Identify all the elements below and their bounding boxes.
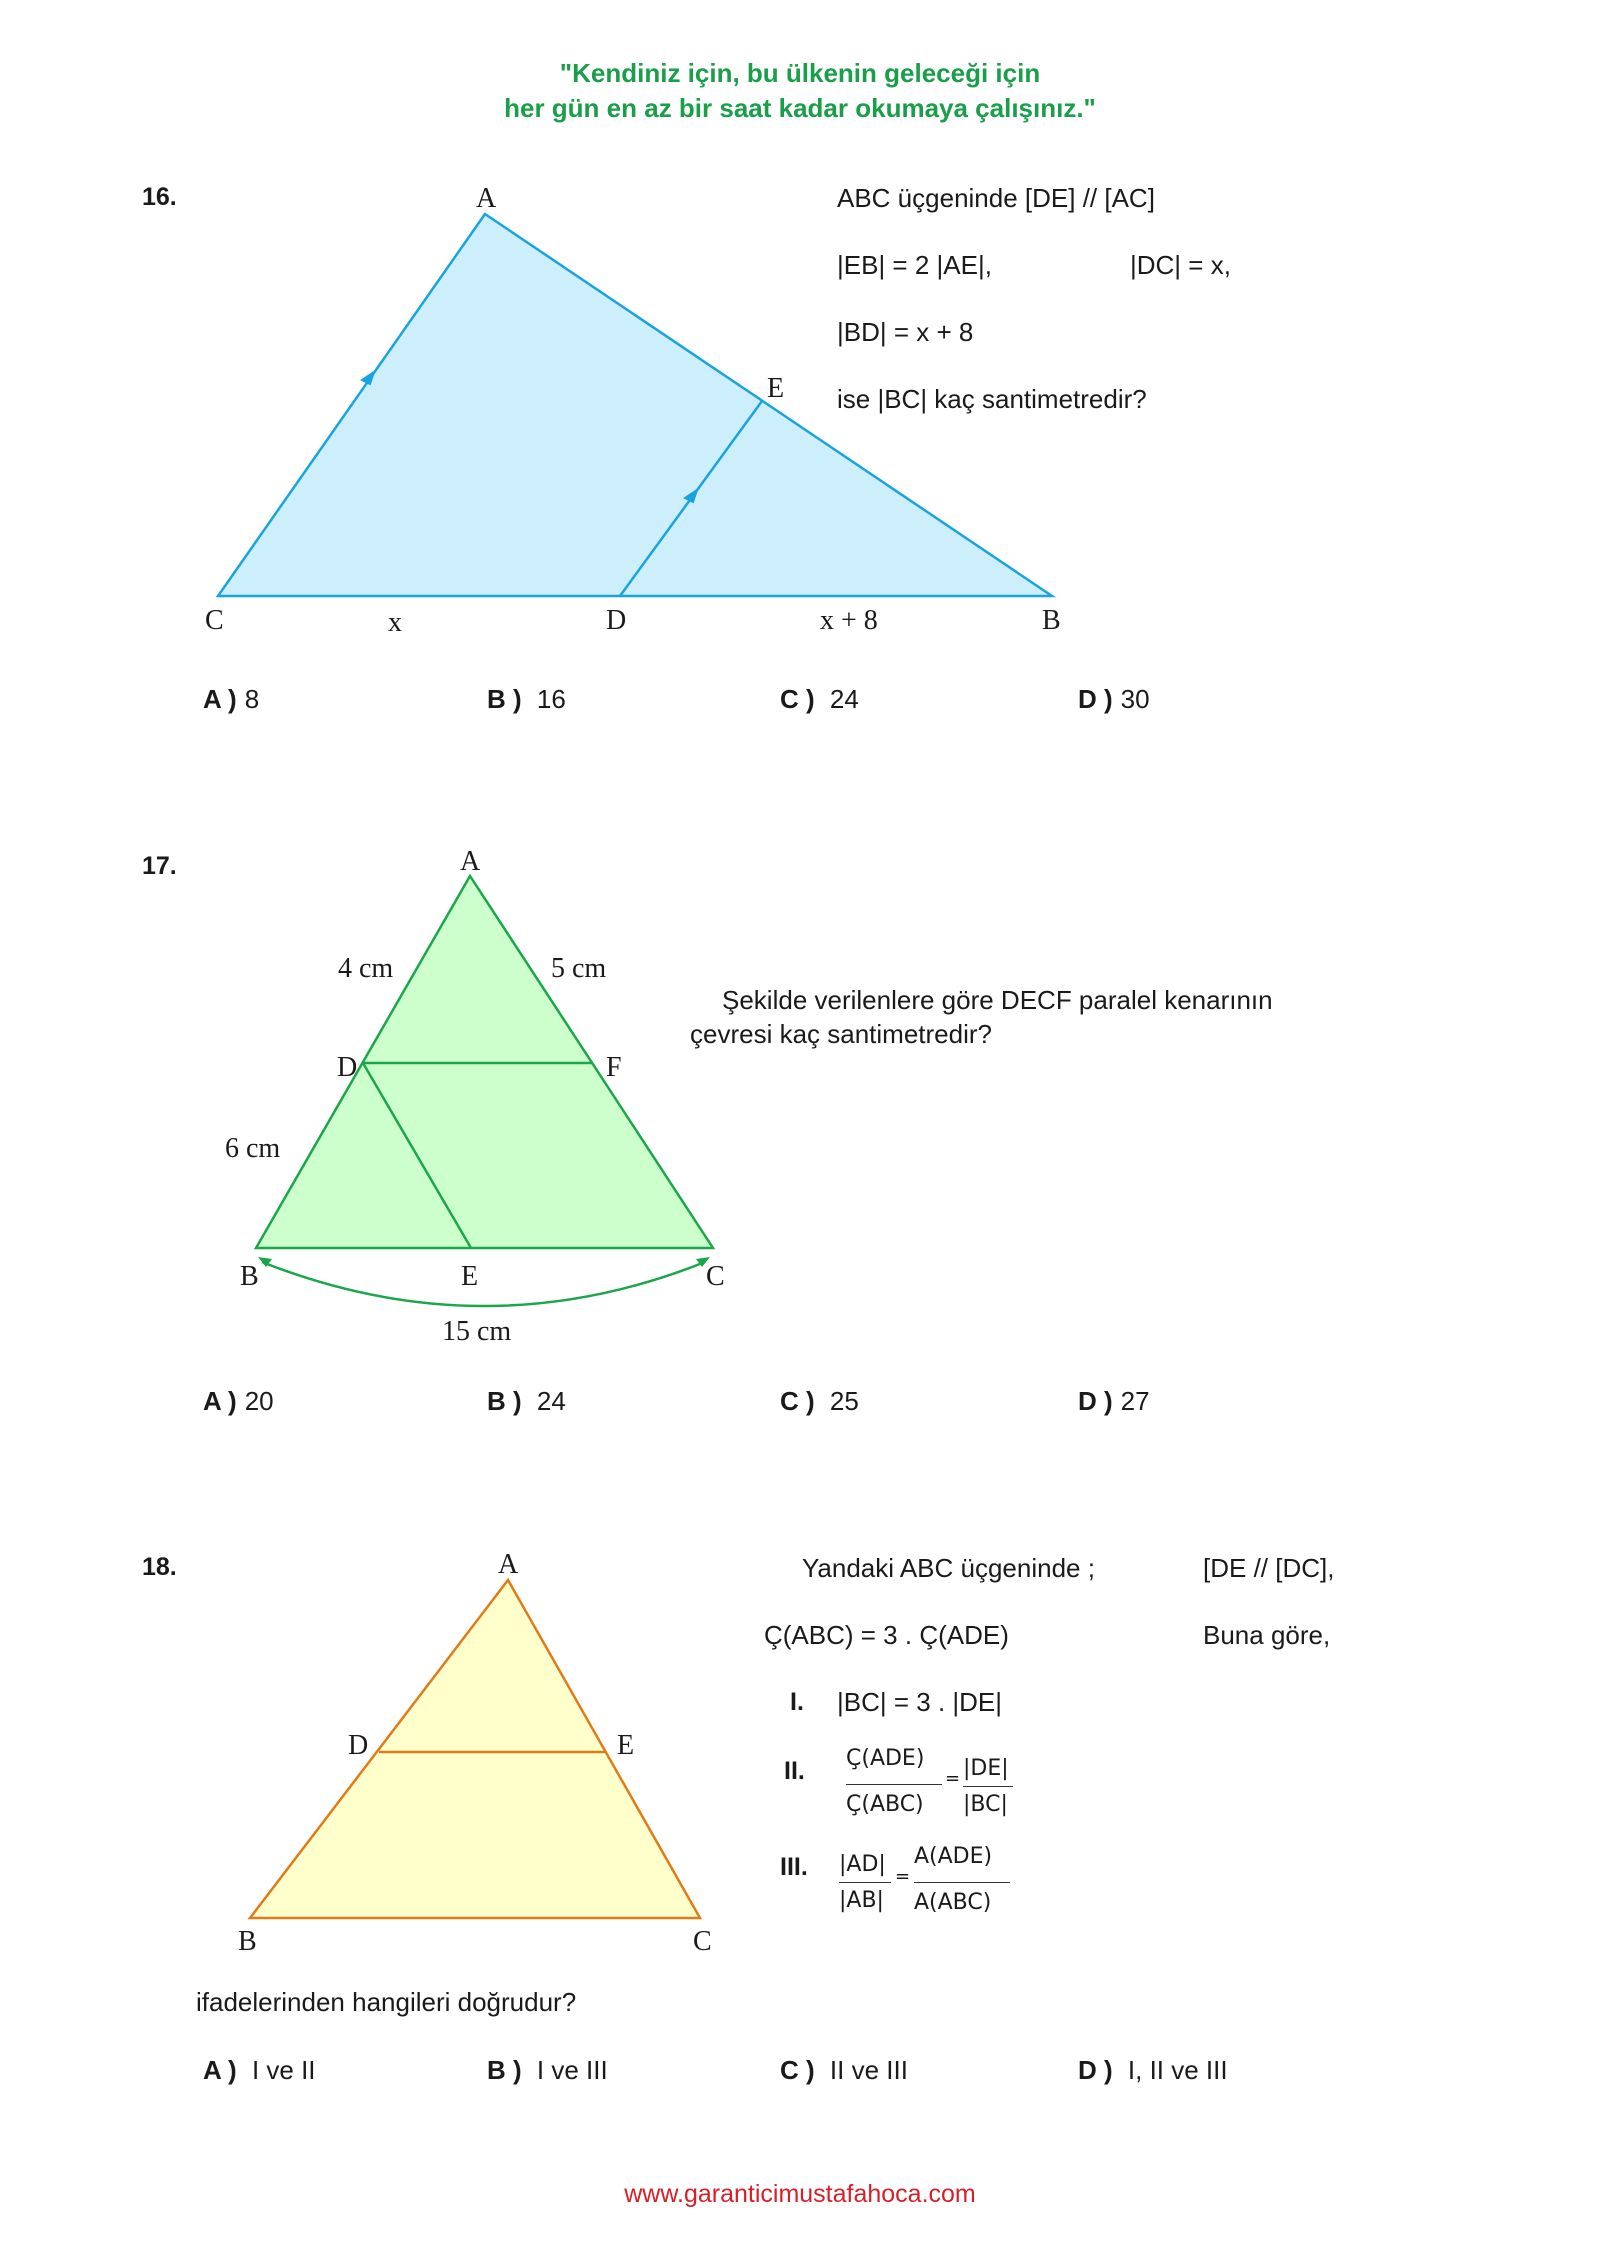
q17-label-ad: 4 cm [338,953,394,984]
q18-intro: Yandaki ABC üçgeninde ; [802,1553,1095,1583]
quote-line-2: her gün en az bir saat kadar okumaya çalışınız." [504,93,1096,123]
q16-line-4: |BD| = x + 8 [837,317,974,347]
q16-label-x: x [388,607,402,638]
q18-item-2-bar2 [963,1786,1013,1787]
q17-option-b[interactable]: B ) 24 [487,1386,566,1416]
q18-label-e: E [617,1730,635,1761]
q16-label-e: E [767,373,785,404]
q18-item-3-bar2 [914,1882,1010,1883]
q18-option-b[interactable]: B ) I ve III [487,2055,608,2085]
q18-label-d: D [348,1730,369,1761]
q18-question: ifadelerinden hangileri doğrudur? [196,1987,577,2017]
q18-item-2-num1: Ç(ADE) [846,1746,925,1771]
q16-line-2: |EB| = 2 |AE|, [837,250,992,280]
q17-option-a[interactable]: A ) 20 [203,1386,274,1416]
q17-label-a: A [460,846,481,877]
q16-line-3: |DC| = x, [1130,250,1231,280]
q17-label-db: 6 cm [225,1133,281,1164]
q18-item-2-den1: Ç(ABC) [846,1792,924,1817]
q17-arc-bc [262,1262,705,1306]
q18-item-1-text: |BC| = 3 . |DE| [837,1687,1003,1717]
q17-label-f: F [606,1052,622,1083]
q18-label-a: A [498,1549,519,1580]
q17-label-bc: 15 cm [442,1316,512,1347]
q16-label-b: B [1042,605,1061,636]
q16-label-a: A [476,183,497,214]
q18-label-b: B [238,1926,257,1957]
q16-option-b[interactable]: B ) 16 [487,684,566,714]
q17-option-c[interactable]: C ) 25 [780,1386,859,1416]
q18-item-3-bar1 [839,1882,891,1883]
q18-option-a[interactable]: A ) I ve II [203,2055,316,2085]
q18-item-2-eq: = [945,1768,961,1789]
q18-item-3-den1: |AB| [839,1888,884,1913]
q16-label-c: C [205,605,224,636]
q17-line-1: Şekilde verilenlere göre DECF paralel kenarının [722,985,1273,1015]
q17-label-c: C [706,1261,725,1292]
q18-item-2-den2: |BC| [963,1792,1008,1817]
q16-label-x-plus-8: x + 8 [820,605,878,636]
q17-label-d: D [337,1052,358,1083]
q17-label-b: B [240,1261,259,1292]
footer-url[interactable]: www.garanticimustafahoca.com [624,2180,976,2208]
q18-label-c: C [693,1926,712,1957]
q16-line-1: ABC üçgeninde [DE] // [AC] [837,183,1155,213]
q16-figure [0,0,1600,700]
q18-item-3-eq: = [895,1866,911,1887]
q16-line-5: ise |BC| kaç santimetredir? [837,384,1147,414]
q16-number: 16. [142,183,177,211]
q16-option-a[interactable]: A ) 8 [203,684,260,714]
q18-item-2-bar1 [846,1784,942,1785]
q18-item-2-roman: II. [784,1757,805,1785]
q18-figure [0,1530,780,1980]
quote-line-1: "Kendiniz için, bu ülkenin geleceği için [559,58,1041,88]
q17-option-d[interactable]: D ) 27 [1078,1386,1150,1416]
q16-option-c[interactable]: C ) 24 [780,684,859,714]
q18-parallel: [DE // [DC], [1203,1553,1335,1583]
q18-perimeter: Ç(ABC) = 3 . Ç(ADE) [764,1620,1009,1650]
q17-line-2: çevresi kaç santimetredir? [690,1019,992,1049]
q18-item-2-num2: |DE| [963,1756,1009,1781]
q17-figure [0,820,1600,1360]
q18-item-1-roman: I. [790,1688,804,1716]
q18-option-d[interactable]: D ) I, II ve III [1078,2055,1228,2085]
q18-number: 18. [142,1553,177,1581]
q18-item-3-roman: III. [780,1853,808,1881]
q17-number: 17. [142,852,177,880]
q16-label-d: D [606,605,627,636]
q16-option-d[interactable]: D ) 30 [1078,684,1150,714]
q18-buna: Buna göre, [1203,1620,1331,1650]
q17-label-e: E [461,1261,479,1292]
q18-item-3-num2: A(ADE) [914,1844,993,1869]
q18-option-c[interactable]: C ) II ve III [780,2055,908,2085]
q17-label-af: 5 cm [551,953,607,984]
q18-item-3-num1: |AD| [839,1852,886,1877]
q18-item-3-den2: A(ABC) [914,1890,992,1915]
